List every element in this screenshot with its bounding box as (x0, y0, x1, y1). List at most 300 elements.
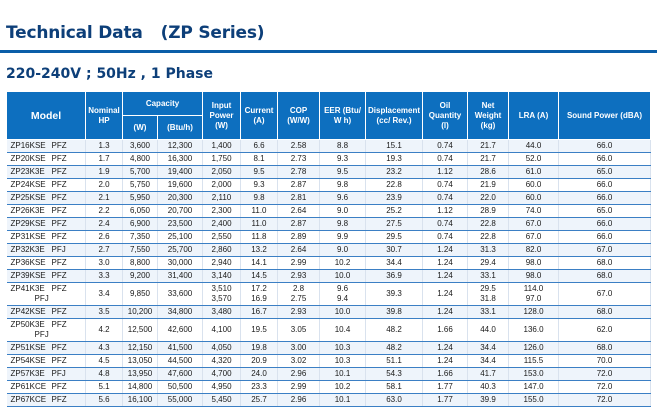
cell-current: 11.0 (241, 218, 278, 231)
cell-eer: 10.2 (320, 257, 366, 270)
cell-eer: 9.5 (320, 166, 366, 179)
model-code: ZP50K3E (10, 320, 45, 329)
cell-model (7, 218, 86, 231)
cell-oil-quantity: 1.24 (423, 342, 468, 355)
cell-nominal-hp: 1.9 (86, 166, 123, 179)
cell-cop: 3.00 (278, 342, 320, 355)
cell-model (7, 368, 86, 381)
cell-lra: 98.0 (509, 270, 559, 283)
cell-oil-quantity: 0.74 (423, 153, 468, 166)
cell-capacity-w: 13,050 (123, 355, 158, 368)
header-nominal-hp: Nominal HP (86, 92, 123, 140)
model-suffix: PFZ (51, 206, 67, 215)
cell-nominal-hp: 5.6 (86, 394, 123, 407)
cell-oil-quantity: 1.66 (423, 319, 468, 342)
cell-net-weight: 33.1 (468, 270, 509, 283)
cell-displacement: 39.3 (366, 283, 423, 306)
cell-sound-power: 62.0 (559, 319, 651, 342)
cell-oil-quantity: 1.24 (423, 244, 468, 257)
cell-cop: 2.58 (278, 140, 320, 153)
model-code: ZP67KCE (10, 395, 47, 404)
cell-nominal-hp: 1.7 (86, 153, 123, 166)
cell-lra: 155.0 (509, 394, 559, 407)
cell-sound-power: 66.0 (559, 153, 651, 166)
header-cop: COP (W/W) (278, 92, 320, 140)
cell-net-weight: 21.7 (468, 140, 509, 153)
cell-nominal-hp: 4.8 (86, 368, 123, 381)
cell-nominal-hp: 1.3 (86, 140, 123, 153)
table-row (7, 179, 651, 192)
cell-net-weight: 33.1 (468, 306, 509, 319)
cell-current-value: 16.9 (251, 294, 267, 303)
cell-capacity-btu: 16,300 (158, 153, 203, 166)
cell-displacement: 36.9 (366, 270, 423, 283)
cell-capacity-btu: 47,600 (158, 368, 203, 381)
cell-net-weight (468, 283, 509, 306)
cell-model (7, 153, 86, 166)
model-suffix: PFZ (51, 271, 67, 280)
cell-input-power: 5,450 (203, 394, 241, 407)
title-text: Technical Data (6, 23, 143, 43)
model-code: ZP24KSE (10, 180, 46, 189)
table-row (7, 394, 651, 407)
cell-model (7, 166, 86, 179)
cell-sound-power: 66.0 (559, 231, 651, 244)
cell-cop: 2.64 (278, 205, 320, 218)
cell-displacement: 63.0 (366, 394, 423, 407)
series-text: (ZP Series) (160, 23, 265, 43)
cell-oil-quantity: 1.24 (423, 306, 468, 319)
cell-cop: 3.05 (278, 319, 320, 342)
cell-sound-power: 68.0 (559, 270, 651, 283)
cell-lra: 44.0 (509, 140, 559, 153)
cell-capacity-w: 12,500 (123, 319, 158, 342)
cell-input-power: 4,700 (203, 368, 241, 381)
cell-capacity-w: 13,950 (123, 368, 158, 381)
cell-nominal-hp: 3.0 (86, 257, 123, 270)
cell-cop-value: 2.8 (292, 284, 305, 293)
cell-nominal-hp: 2.6 (86, 231, 123, 244)
cell-current: 11.8 (241, 231, 278, 244)
cell-eer: 9.6 (320, 192, 366, 205)
cell-displacement: 19.3 (366, 153, 423, 166)
cell-net-weight: 22.8 (468, 231, 509, 244)
cell-capacity-w: 6,050 (123, 205, 158, 218)
cell-capacity-btu: 23,500 (158, 218, 203, 231)
cell-oil-quantity: 0.74 (423, 192, 468, 205)
cell-lra: 67.0 (509, 218, 559, 231)
model-code: ZP26K3E (10, 206, 45, 215)
model-code: ZP31KSE (10, 232, 46, 241)
cell-input-power: 2,110 (203, 192, 241, 205)
cell-oil-quantity: 1.12 (423, 166, 468, 179)
cell-cop: 2.99 (278, 381, 320, 394)
table-row (7, 153, 651, 166)
cell-capacity-btu: 34,800 (158, 306, 203, 319)
cell-lra: 74.0 (509, 205, 559, 218)
header-displacement: Displacement (cc/ Rev.) (366, 92, 423, 140)
cell-eer-value: 9.4 (336, 294, 349, 303)
cell-sound-power: 70.0 (559, 355, 651, 368)
cell-input-power: 2,300 (203, 205, 241, 218)
cell-displacement: 58.1 (366, 381, 423, 394)
cell-eer: 9.3 (320, 153, 366, 166)
model-suffix: PFZ (51, 141, 67, 150)
cell-input-power: 3,480 (203, 306, 241, 319)
cell-displacement: 39.8 (366, 306, 423, 319)
cell-current-value: 17.2 (251, 284, 267, 293)
model-code: ZP57K3E (10, 369, 45, 378)
cell-capacity-btu: 20,700 (158, 205, 203, 218)
cell-sound-power: 68.0 (559, 342, 651, 355)
cell-input-power: 2,860 (203, 244, 241, 257)
model-code: ZP39KSE (10, 271, 46, 280)
cell-current: 14.5 (241, 270, 278, 283)
cell-nominal-hp: 5.1 (86, 381, 123, 394)
model-suffix: PFZ (51, 219, 67, 228)
model-suffix: PFJ (51, 369, 66, 378)
cell-net-weight: 34.4 (468, 342, 509, 355)
cell-current: 6.6 (241, 140, 278, 153)
cell-oil-quantity: 0.74 (423, 140, 468, 153)
cell-lra: 61.0 (509, 166, 559, 179)
model-suffix: PFJ (34, 330, 49, 339)
cell-input-power: 2,550 (203, 231, 241, 244)
cell-input-power: 1,400 (203, 140, 241, 153)
technical-data-table (6, 91, 651, 407)
cell-current: 8.1 (241, 153, 278, 166)
cell-capacity-btu: 44,500 (158, 355, 203, 368)
cell-cop: 2.96 (278, 394, 320, 407)
cell-capacity-btu: 42,600 (158, 319, 203, 342)
cell-input-power: 4,050 (203, 342, 241, 355)
cell-nominal-hp: 3.5 (86, 306, 123, 319)
cell-capacity-btu: 33,600 (158, 283, 203, 306)
cell-lra: 126.0 (509, 342, 559, 355)
model-code: ZP51KSE (10, 343, 46, 352)
cell-lra: 115.5 (509, 355, 559, 368)
cell-displacement: 34.4 (366, 257, 423, 270)
cell-oil-quantity: 1.77 (423, 381, 468, 394)
cell-net-weight: 21.7 (468, 153, 509, 166)
cell-eer: 9.9 (320, 231, 366, 244)
cell-displacement: 27.5 (366, 218, 423, 231)
cell-oil-quantity: 1.24 (423, 257, 468, 270)
cell-net-weight: 29.4 (468, 257, 509, 270)
model-code: ZP42KSE (10, 307, 46, 316)
cell-oil-quantity: 1.77 (423, 394, 468, 407)
cell-current: 25.7 (241, 394, 278, 407)
cell-sound-power: 65.0 (559, 166, 651, 179)
cell-nominal-hp: 4.3 (86, 342, 123, 355)
cell-sound-power: 66.0 (559, 218, 651, 231)
cell-sound-power: 66.0 (559, 179, 651, 192)
cell-oil-quantity: 0.74 (423, 218, 468, 231)
cell-model (7, 205, 86, 218)
cell-eer: 9.0 (320, 244, 366, 257)
cell-net-weight: 40.3 (468, 381, 509, 394)
cell-lra: 147.0 (509, 381, 559, 394)
cell-capacity-w: 12,150 (123, 342, 158, 355)
cell-displacement: 23.2 (366, 166, 423, 179)
cell-oil-quantity: 1.66 (423, 368, 468, 381)
header-capacity-w: (W) (123, 116, 158, 140)
cell-cop-value: 2.75 (290, 294, 307, 303)
cell-cop: 2.89 (278, 231, 320, 244)
cell-input-power: 4,320 (203, 355, 241, 368)
cell-eer: 10.0 (320, 270, 366, 283)
cell-current: 9.8 (241, 192, 278, 205)
cell-eer: 10.1 (320, 394, 366, 407)
cell-input-power: 2,050 (203, 166, 241, 179)
page-title (6, 23, 264, 43)
cell-displacement: 25.2 (366, 205, 423, 218)
cell-model (7, 270, 86, 283)
cell-sound-power: 68.0 (559, 306, 651, 319)
header-capacity-btu: (Btu/h) (158, 116, 203, 140)
cell-capacity-btu: 55,000 (158, 394, 203, 407)
cell-current: 11.0 (241, 205, 278, 218)
cell-displacement: 15.1 (366, 140, 423, 153)
cell-capacity-btu: 12,300 (158, 140, 203, 153)
cell-input-power: 1,750 (203, 153, 241, 166)
cell-oil-quantity: 1.24 (423, 283, 468, 306)
cell-model (7, 355, 86, 368)
cell-capacity-w: 9,850 (123, 283, 158, 306)
cell-nominal-hp: 3.3 (86, 270, 123, 283)
cell-current: 13.2 (241, 244, 278, 257)
cell-model (7, 231, 86, 244)
header-net-weight: Net Weight (kg) (468, 92, 509, 140)
model-code: ZP16KSE (10, 141, 46, 150)
cell-cop: 2.93 (278, 270, 320, 283)
cell-capacity-w: 8,800 (123, 257, 158, 270)
cell-lra-value: 114.0 (523, 284, 544, 293)
cell-cop: 2.99 (278, 257, 320, 270)
cell-model (7, 342, 86, 355)
cell-eer: 9.0 (320, 205, 366, 218)
cell-current: 9.5 (241, 166, 278, 179)
cell-eer: 10.1 (320, 368, 366, 381)
cell-nominal-hp: 2.2 (86, 205, 123, 218)
table-row (7, 283, 651, 306)
cell-capacity-w: 4,800 (123, 153, 158, 166)
cell-input-power: 3,140 (203, 270, 241, 283)
power-spec-subtitle: 220-240V ; 50Hz , 1 Phase (6, 66, 213, 82)
header-sound-power: Sound Power (dBA) (559, 92, 651, 140)
cell-sound-power: 65.0 (559, 205, 651, 218)
cell-current: 23.3 (241, 381, 278, 394)
title-divider (0, 50, 657, 53)
table-body (7, 140, 651, 407)
model-suffix: PFZ (51, 284, 67, 293)
model-code: ZP25KSE (10, 193, 46, 202)
cell-net-weight: 31.3 (468, 244, 509, 257)
cell-net-weight: 44.0 (468, 319, 509, 342)
cell-capacity-w: 5,700 (123, 166, 158, 179)
cell-eer: 10.2 (320, 381, 366, 394)
cell-lra: 82.0 (509, 244, 559, 257)
cell-model (7, 244, 86, 257)
table-row (7, 355, 651, 368)
cell-cop: 2.93 (278, 306, 320, 319)
cell-sound-power: 68.0 (559, 257, 651, 270)
cell-net-weight: 41.7 (468, 368, 509, 381)
model-suffix: PFZ (51, 180, 67, 189)
table-row (7, 166, 651, 179)
cell-net-weight-value: 29.5 (480, 284, 496, 293)
cell-capacity-w: 16,100 (123, 394, 158, 407)
cell-lra: 128.0 (509, 306, 559, 319)
cell-net-weight: 22.0 (468, 192, 509, 205)
cell-cop: 2.64 (278, 244, 320, 257)
model-suffix: PFZ (51, 382, 67, 391)
cell-input-power: 2,940 (203, 257, 241, 270)
cell-net-weight-value: 31.8 (480, 294, 496, 303)
cell-oil-quantity: 0.74 (423, 231, 468, 244)
cell-sound-power: 72.0 (559, 381, 651, 394)
cell-input-power-value: 3,570 (211, 294, 232, 303)
cell-sound-power: 66.0 (559, 192, 651, 205)
cell-capacity-w: 3,600 (123, 140, 158, 153)
table-row (7, 342, 651, 355)
header-capacity: Capacity (123, 92, 203, 116)
model-code: ZP32K3E (10, 245, 45, 254)
model-code: ZP36KSE (10, 258, 46, 267)
table-row (7, 306, 651, 319)
cell-model (7, 306, 86, 319)
cell-current: 19.5 (241, 319, 278, 342)
cell-lra: 52.0 (509, 153, 559, 166)
table-row (7, 319, 651, 342)
cell-model (7, 283, 86, 306)
cell-capacity-w: 5,950 (123, 192, 158, 205)
cell-current (241, 283, 278, 306)
cell-eer: 8.8 (320, 140, 366, 153)
cell-net-weight: 21.9 (468, 179, 509, 192)
cell-capacity-btu: 19,400 (158, 166, 203, 179)
table-row (7, 140, 651, 153)
model-code: ZP41K3E (10, 284, 45, 293)
header-current: Current (A) (241, 92, 278, 140)
model-suffix: PFZ (51, 167, 67, 176)
cell-capacity-btu: 30,000 (158, 257, 203, 270)
cell-current: 9.3 (241, 179, 278, 192)
cell-capacity-w: 6,900 (123, 218, 158, 231)
cell-cop: 2.78 (278, 166, 320, 179)
cell-capacity-w: 7,350 (123, 231, 158, 244)
model-suffix: PFZ (51, 343, 67, 352)
table-row (7, 218, 651, 231)
cell-nominal-hp: 2.7 (86, 244, 123, 257)
cell-eer: 9.8 (320, 218, 366, 231)
model-code: ZP23K3E (10, 167, 45, 176)
cell-displacement: 22.8 (366, 179, 423, 192)
cell-cop: 2.73 (278, 153, 320, 166)
cell-capacity-btu: 50,500 (158, 381, 203, 394)
cell-input-power (203, 283, 241, 306)
cell-sound-power: 67.0 (559, 283, 651, 306)
cell-cop: 2.87 (278, 218, 320, 231)
model-suffix: PFZ (51, 356, 67, 365)
cell-capacity-btu: 19,600 (158, 179, 203, 192)
cell-oil-quantity: 1.12 (423, 205, 468, 218)
model-code: ZP61KCE (10, 382, 47, 391)
cell-oil-quantity: 1.24 (423, 270, 468, 283)
table-row (7, 257, 651, 270)
cell-eer: 10.4 (320, 319, 366, 342)
cell-current: 19.8 (241, 342, 278, 355)
table-row (7, 368, 651, 381)
cell-sound-power: 72.0 (559, 394, 651, 407)
header-oil-quantity: Oil Quantity (l) (423, 92, 468, 140)
cell-net-weight: 28.9 (468, 205, 509, 218)
cell-nominal-hp: 2.1 (86, 192, 123, 205)
cell-nominal-hp: 4.5 (86, 355, 123, 368)
cell-current: 20.9 (241, 355, 278, 368)
model-suffix: PFZ (51, 193, 67, 202)
cell-nominal-hp: 3.4 (86, 283, 123, 306)
cell-eer-value: 9.6 (336, 284, 349, 293)
cell-lra: 98.0 (509, 257, 559, 270)
cell-oil-quantity: 0.74 (423, 179, 468, 192)
cell-input-power: 2,000 (203, 179, 241, 192)
cell-lra: 153.0 (509, 368, 559, 381)
cell-current: 16.7 (241, 306, 278, 319)
cell-displacement: 48.2 (366, 342, 423, 355)
model-suffix: PFZ (51, 232, 67, 241)
cell-oil-quantity: 1.24 (423, 355, 468, 368)
cell-model (7, 257, 86, 270)
cell-lra: 67.0 (509, 231, 559, 244)
cell-input-power: 4,950 (203, 381, 241, 394)
cell-net-weight: 22.8 (468, 218, 509, 231)
cell-cop: 2.87 (278, 179, 320, 192)
header-eer: EER (Btu/ W h) (320, 92, 366, 140)
cell-lra-value: 97.0 (525, 294, 542, 303)
cell-capacity-w: 10,200 (123, 306, 158, 319)
cell-capacity-btu: 20,300 (158, 192, 203, 205)
model-suffix: PFZ (51, 320, 67, 329)
cell-sound-power: 67.0 (559, 244, 651, 257)
cell-capacity-w: 5,750 (123, 179, 158, 192)
cell-lra: 60.0 (509, 179, 559, 192)
cell-displacement: 30.7 (366, 244, 423, 257)
cell-sound-power: 66.0 (559, 140, 651, 153)
header-input-power: Input Power (W) (203, 92, 241, 140)
cell-current: 24.0 (241, 368, 278, 381)
model-suffix: PFJ (34, 294, 49, 303)
table-row (7, 205, 651, 218)
cell-nominal-hp: 4.2 (86, 319, 123, 342)
cell-nominal-hp: 2.4 (86, 218, 123, 231)
table-row (7, 270, 651, 283)
table-row (7, 231, 651, 244)
model-suffix: PFZ (51, 154, 67, 163)
cell-displacement: 48.2 (366, 319, 423, 342)
model-suffix: PFZ (51, 258, 67, 267)
cell-cop: 3.02 (278, 355, 320, 368)
cell-model (7, 192, 86, 205)
cell-cop (278, 283, 320, 306)
cell-displacement: 23.9 (366, 192, 423, 205)
cell-model (7, 179, 86, 192)
cell-capacity-w: 7,550 (123, 244, 158, 257)
cell-net-weight: 39.9 (468, 394, 509, 407)
cell-lra: 136.0 (509, 319, 559, 342)
cell-displacement: 29.5 (366, 231, 423, 244)
table-row (7, 192, 651, 205)
